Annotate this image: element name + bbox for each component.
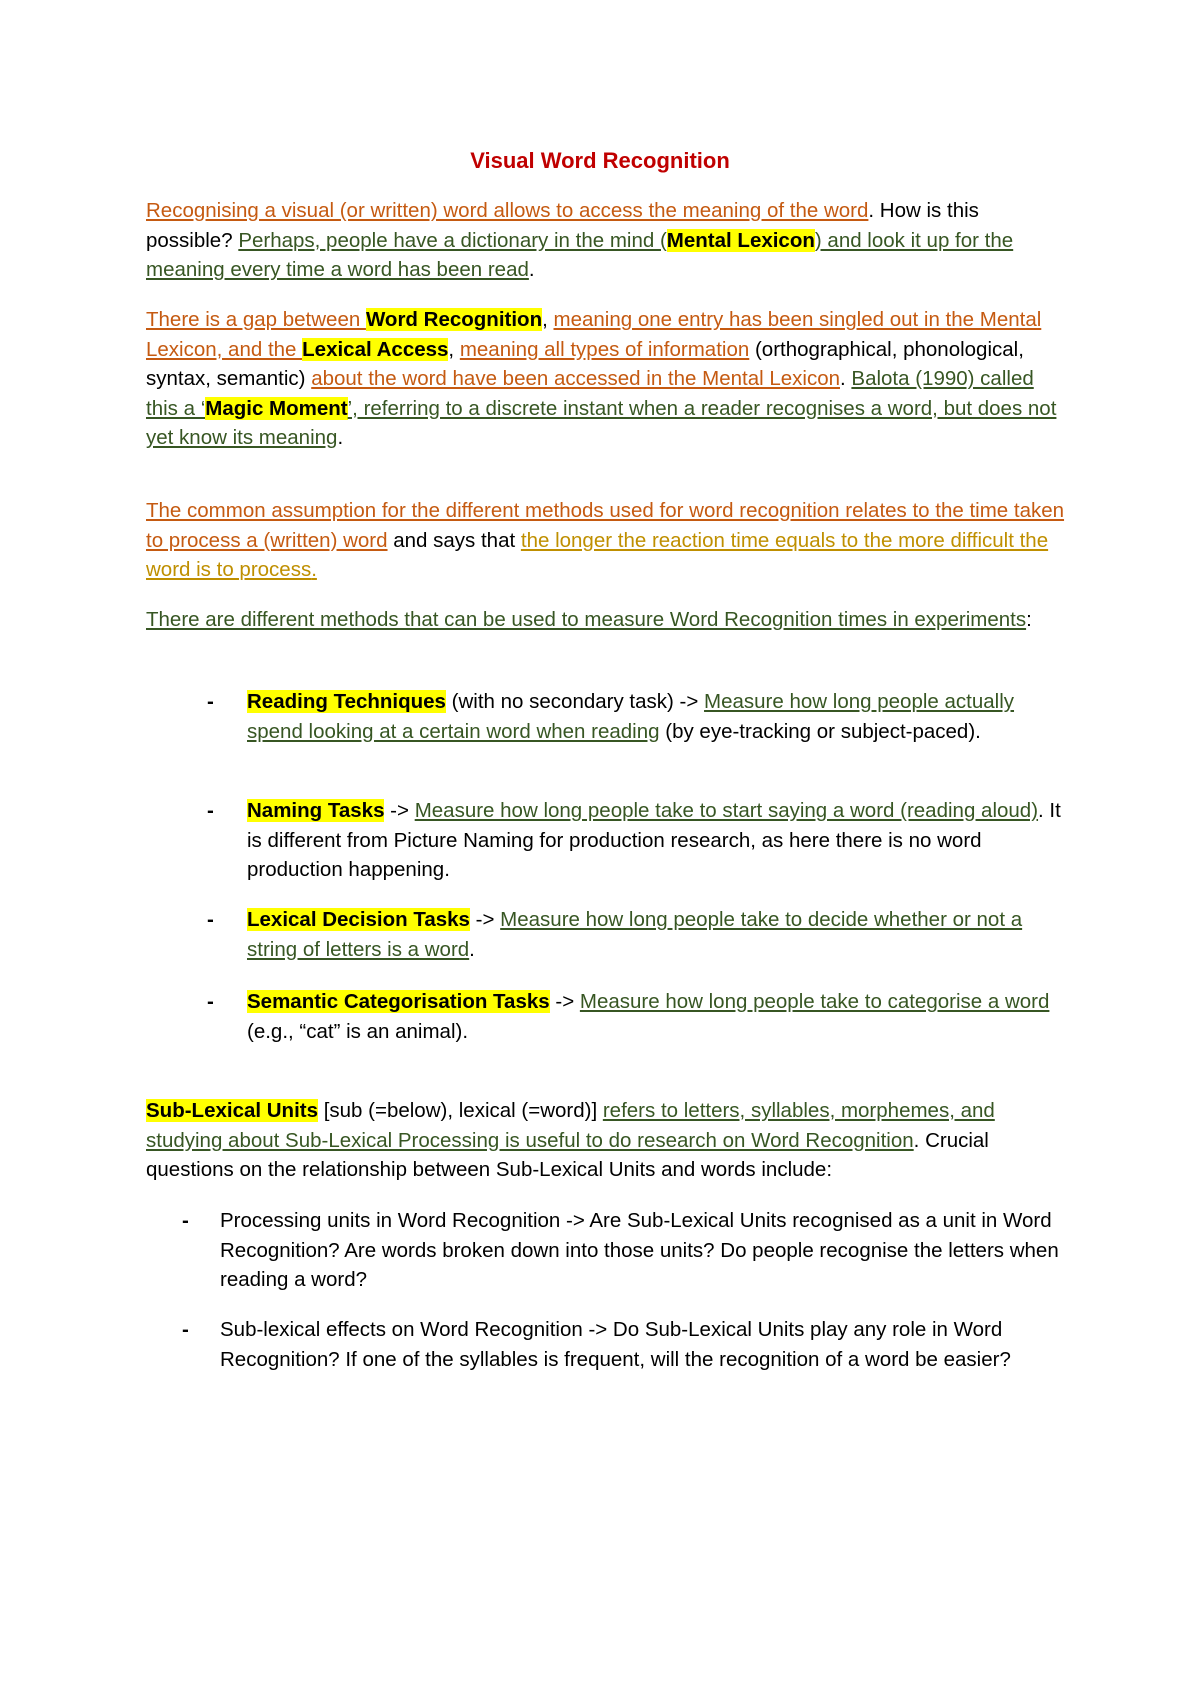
- underlined-text: Balota (1990) called this a ‘: [146, 367, 1034, 420]
- text: .: [528, 258, 535, 281]
- paragraph-assumption: [146, 496, 1066, 585]
- text: (e.g., “cat” is an animal).: [247, 1019, 469, 1043]
- paragraph-gap: [146, 305, 1066, 453]
- underlined-text: meaning all types of information: [459, 337, 750, 361]
- text: (with no secondary task) ->: [445, 690, 705, 713]
- page-title: Visual Word Recognition: [470, 148, 730, 173]
- underlined-text: meaning one entry has been singled out in the Mental Lexicon, and the: [146, 308, 1042, 361]
- highlighted-term: Reading Techniques: [247, 690, 446, 713]
- question-item: Processing units in Word Recognition -> Are Sub-Lexical Units recognised as a unit in Word Recognition? Are words broken down into those units? Do people recognise the letters when reading a word?: [220, 1209, 1059, 1291]
- method-item: [247, 687, 1067, 746]
- highlighted-term: Sub-Lexical Units: [146, 1099, 319, 1122]
- underlined-text: ) and look it up for the meaning every time a word has been read: [146, 228, 1014, 281]
- underlined-text: There are different methods that can be used to measure Word Recognition times in experiments: [146, 608, 1027, 631]
- text: :: [1026, 608, 1032, 631]
- highlighted-term: Magic Moment: [205, 396, 348, 420]
- text: (by eye-tracking or subject-paced).: [659, 719, 981, 743]
- underlined-text: Measure how long people take to decide whether or not a string of letters is a word: [247, 908, 1023, 961]
- text: ->: [384, 799, 415, 822]
- underlined-text: Measure how long people take to start saying a word (reading aloud): [414, 799, 1039, 822]
- question-item: Sub-lexical effects on Word Recognition -> Do Sub-Lexical Units play any role in Word Recognition? If one of the syllables is frequent, will the recognition of a word be easier?: [220, 1318, 1011, 1371]
- highlighted-term: Lexical Decision Tasks: [247, 908, 470, 931]
- text: .: [840, 367, 852, 390]
- highlighted-term: Semantic Categorisation Tasks: [247, 990, 550, 1013]
- bullet-dash: -: [207, 690, 214, 713]
- underlined-text: ’, referring to a discrete instant when a reader recognises a word, but does not yet know its meaning: [146, 396, 1057, 449]
- highlighted-term: Lexical Access: [302, 337, 449, 361]
- bullet-dash: -: [207, 908, 214, 931]
- underlined-text: about the word have been accessed in the Mental Lexicon: [311, 367, 840, 390]
- text: ,: [542, 308, 554, 331]
- method-item: [247, 796, 1067, 885]
- paragraph-sublexical: [146, 1096, 1066, 1185]
- text: (orthographical, phonological, syntax, semantic): [146, 337, 1024, 390]
- underlined-text: Measure how long people take to categorise a word: [579, 990, 1050, 1013]
- text: ,: [448, 337, 460, 361]
- underlined-text: There is a gap between: [146, 308, 366, 331]
- text: .: [337, 426, 344, 449]
- bullet-dash: -: [207, 799, 214, 822]
- bullet-dash: -: [207, 990, 214, 1013]
- bullet-dash: -: [182, 1209, 189, 1232]
- underlined-text: Perhaps, people have a dictionary in the mind (: [238, 228, 667, 252]
- paragraph-methods-intro: [146, 605, 1066, 635]
- bullet-dash: -: [182, 1318, 189, 1341]
- highlighted-term: Mental Lexicon: [666, 228, 815, 252]
- highlighted-term: Word Recognition: [365, 308, 543, 331]
- text: [sub (=below), lexical (=word)]: [318, 1099, 603, 1122]
- text: . It is different from Picture Naming for production research, as here there is no word production happening.: [247, 799, 1061, 881]
- method-item: [247, 905, 1067, 964]
- text: .: [469, 937, 475, 961]
- underlined-text: Recognising a visual (or written) word allows to access the meaning of the word: [146, 199, 869, 222]
- underlined-text: refers to letters, syllables, morphemes, and studying about Sub-Lexical Processing is useful to do research on Word Recognition: [146, 1099, 995, 1152]
- paragraph-intro: [146, 196, 1066, 285]
- text: ->: [549, 990, 580, 1013]
- method-item: [247, 987, 1067, 1046]
- text: . How is this possible?: [146, 199, 979, 252]
- text: . Crucial questions on the relationship between Sub-Lexical Units and words include:: [146, 1128, 989, 1181]
- underlined-text: The common assumption for the different methods used for word recognition relates to the time taken to process a (written) word: [146, 499, 1065, 552]
- highlighted-term: Naming Tasks: [247, 799, 385, 822]
- text: ->: [469, 908, 501, 931]
- text: and says that: [387, 528, 521, 552]
- text: .: [311, 558, 317, 581]
- underlined-text: the longer the reaction time equals to the more difficult the word is to process: [146, 528, 1049, 581]
- underlined-text: Measure how long people actually spend looking at a certain word when reading: [247, 690, 1015, 743]
